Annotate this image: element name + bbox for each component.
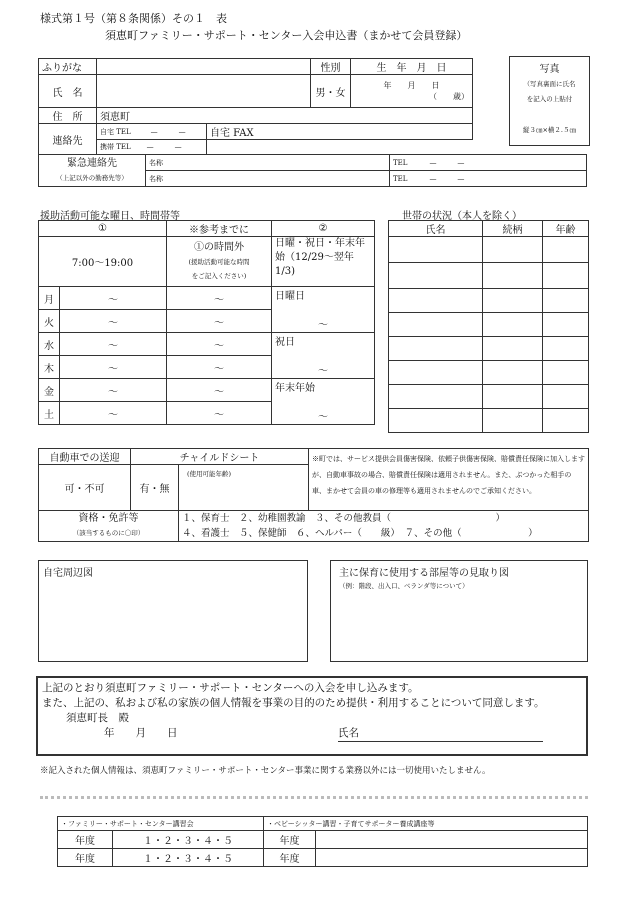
qualification-line2: ４、看護士 ５、保健師 ６、ヘルパー（ 級） ７、その他（ ） <box>182 528 538 539</box>
photo-note2: を記入の上貼付 <box>526 95 573 103</box>
mon-ref[interactable]: 〜 <box>167 287 272 310</box>
day-wed: 水 <box>39 333 60 356</box>
childseat-label: チャイルドシート <box>131 449 309 465</box>
emergency-tel-label: TEL <box>393 158 408 167</box>
car-options[interactable]: 可・不可 <box>39 465 131 511</box>
household-cell[interactable] <box>483 237 543 263</box>
separator <box>40 796 588 799</box>
qualification-options[interactable] <box>179 511 589 542</box>
address-label: 住 所 <box>39 108 97 124</box>
ref1: ①の時間外 <box>194 241 244 253</box>
household-cell[interactable] <box>389 289 483 313</box>
day-tue: 火 <box>39 310 60 333</box>
childseat-age[interactable]: (使用可能年齢) <box>179 465 309 511</box>
declaration-line1: 上記のとおり須恵町ファミリー・サポート・センターへの入会を申し込みます。 <box>42 682 419 694</box>
col2-header: ② <box>272 221 375 237</box>
household-name-header: 氏名 <box>389 221 483 237</box>
training-right-title: ・ベビーシッター講習・子育てサポーター養成講座等 <box>264 817 588 831</box>
address-field[interactable]: 須恵町 <box>97 108 473 124</box>
photo-note1: （写真裏面に氏名 <box>523 80 576 88</box>
household-cell[interactable] <box>483 263 543 289</box>
fri-ref[interactable]: 〜 <box>167 379 272 402</box>
emergency-name-2[interactable]: 名称 <box>146 171 390 187</box>
household-cell[interactable] <box>389 361 483 385</box>
household-cell[interactable] <box>543 237 589 263</box>
room-map-label: 主に保育に使用する部屋等の見取り図 <box>339 568 509 579</box>
room-map-box[interactable] <box>330 560 588 662</box>
qualification-line1: １、保育士 ２、幼稚園教諭 ３、その他教員（ ） <box>182 513 506 524</box>
sunday-cell[interactable] <box>272 287 375 333</box>
mayor: 須恵町長 殿 <box>66 712 129 724</box>
car-table <box>38 448 589 542</box>
wed-time[interactable]: 〜 <box>60 333 167 356</box>
national-holiday-cell[interactable] <box>272 333 375 379</box>
qualification-label: 資格・免許等 <box>78 513 139 524</box>
household-cell[interactable] <box>389 237 483 263</box>
privacy-note: ※記入された個人情報は、須恵町ファミリー・サポート・センター事業に関する業務以外には一切使用いたしません。 <box>40 766 491 776</box>
day-thu: 木 <box>39 356 60 379</box>
newyear-tilde: 〜 <box>318 412 328 423</box>
household-cell[interactable] <box>543 409 589 433</box>
training-year[interactable]: 年度 <box>58 831 113 849</box>
time-range: 7:00〜19:00 <box>39 237 167 287</box>
household-cell[interactable] <box>543 361 589 385</box>
training-year[interactable]: 年度 <box>264 831 316 849</box>
sat-time[interactable]: 〜 <box>60 402 167 425</box>
household-cell[interactable] <box>543 289 589 313</box>
home-fax-field[interactable]: 自宅 FAX <box>207 124 473 140</box>
room-map-sub: （例：階段、出入口、ベランダ等について） <box>339 582 469 590</box>
household-cell[interactable] <box>543 313 589 337</box>
birth-ymd: 年 月 日 <box>383 81 440 90</box>
sex-label: 性別 <box>311 59 351 75</box>
day-mon: 月 <box>39 287 60 310</box>
tue-ref[interactable]: 〜 <box>167 310 272 333</box>
home-tel-dash: — — <box>150 127 186 136</box>
childseat-options[interactable]: 有・無 <box>131 465 179 511</box>
furigana-field[interactable] <box>97 59 311 75</box>
newyear-cell[interactable] <box>272 379 375 425</box>
emergency-tel-1[interactable] <box>390 155 587 171</box>
availability-title: 援助活動可能な曜日、時間帯等 <box>40 211 180 222</box>
day-sat: 土 <box>39 402 60 425</box>
declaration-date[interactable]: 年 月 日 <box>104 727 178 739</box>
holiday-header: 日曜・祝日・年末年始（12/29〜翌年 1/3) <box>272 237 375 287</box>
household-cell[interactable] <box>389 409 483 433</box>
training-year[interactable]: 年度 <box>58 849 113 867</box>
national-tilde: 〜 <box>318 366 328 377</box>
applicant-table <box>38 58 473 155</box>
sat-ref[interactable]: 〜 <box>167 402 272 425</box>
emergency-label-cell <box>39 155 146 187</box>
training-numbers[interactable]: １・２・３・４・５ <box>113 849 264 867</box>
training-course[interactable] <box>316 849 588 867</box>
insurance-note: ※町では、サービス提供会員傷害保険、依頼子供傷害保険、賠償責任保険に加入しますが、自動車事故の場合、賠償責任保険は適用されません。また、ぶつかった相手の車、まかせて会員の車の修理等も適用されませんのでご承知ください。 <box>309 449 589 511</box>
thu-ref[interactable]: 〜 <box>167 356 272 379</box>
emergency-tel-2[interactable] <box>390 171 587 187</box>
name-label: 氏 名 <box>39 75 97 108</box>
day-fri: 金 <box>39 379 60 402</box>
thu-time[interactable]: 〜 <box>60 356 167 379</box>
household-cell[interactable] <box>389 263 483 289</box>
household-title: 世帯の状況（本人を除く） <box>402 211 522 222</box>
qualification-label-cell <box>39 511 179 542</box>
emergency-label: 緊急連絡先 <box>67 157 117 169</box>
household-cell[interactable] <box>483 409 543 433</box>
qualification-sub: （該当するものに〇印） <box>72 529 145 537</box>
age: （ 歳） <box>429 92 469 101</box>
training-numbers[interactable]: １・２・３・４・５ <box>113 831 264 849</box>
car-label: 自動車での送迎 <box>39 449 131 465</box>
ref3: をご記入ください) <box>191 271 247 280</box>
emergency-table <box>38 154 587 187</box>
ref-cell <box>167 237 272 287</box>
household-cell[interactable] <box>543 337 589 361</box>
birth-field[interactable] <box>351 75 473 108</box>
newyear-label: 年末年始 <box>275 383 315 394</box>
declaration-line2: また、上記の、私および私の家族の個人情報を事業の目的のため提供・利用することについて同意します。 <box>42 697 545 709</box>
household-cell[interactable] <box>389 313 483 337</box>
sunday-label: 日曜日 <box>275 291 305 302</box>
sunday-tilde: 〜 <box>318 320 328 331</box>
home-map-label: 自宅周辺図 <box>43 568 93 579</box>
household-relation-header: 続柄 <box>483 221 543 237</box>
home-tel-label: 自宅 TEL <box>100 127 131 136</box>
photo-title: 写真 <box>539 64 560 75</box>
photo-size: 縦３㎝×横２.５㎝ <box>522 126 576 134</box>
household-cell[interactable] <box>483 361 543 385</box>
declaration-box <box>36 676 588 756</box>
household-cell[interactable] <box>483 385 543 409</box>
home-map-box[interactable] <box>38 560 308 662</box>
furigana-label: ふりがな <box>39 59 97 75</box>
household-cell[interactable] <box>543 263 589 289</box>
col1-header: ① <box>39 221 167 237</box>
form-number: 様式第１号（第８条関係）その１ 表 <box>40 12 227 25</box>
ref2: (援助活動可能な時間 <box>188 257 250 266</box>
blank-cell <box>207 140 473 155</box>
form-title: 須恵町ファミリー・サポート・センター入会申込書（まかせて会員登録） <box>105 29 468 42</box>
emergency-name-1[interactable]: 名称 <box>146 155 390 171</box>
training-course[interactable] <box>316 831 588 849</box>
training-table <box>57 816 588 867</box>
col-ref-header: ※参考までに <box>167 221 272 237</box>
household-cell[interactable] <box>483 289 543 313</box>
availability-table <box>38 220 375 425</box>
household-cell[interactable] <box>543 385 589 409</box>
birth-label: 生 年 月 日 <box>351 59 473 75</box>
mon-time[interactable]: 〜 <box>60 287 167 310</box>
national-label: 祝日 <box>275 337 295 348</box>
mobile-tel-field[interactable] <box>97 140 207 155</box>
fri-time[interactable]: 〜 <box>60 379 167 402</box>
contact-label: 連絡先 <box>39 124 97 155</box>
home-tel-field[interactable] <box>97 124 207 140</box>
training-left-title: ・ファミリー・サポート・センター講習会 <box>58 817 264 831</box>
tue-time[interactable]: 〜 <box>60 310 167 333</box>
household-cell[interactable] <box>389 337 483 361</box>
signature-field[interactable]: 氏名 <box>338 726 543 742</box>
household-cell[interactable] <box>483 337 543 361</box>
household-cell[interactable] <box>483 313 543 337</box>
training-year[interactable]: 年度 <box>264 849 316 867</box>
name-field[interactable] <box>97 75 311 108</box>
emergency-tel-dash: — — <box>429 158 465 167</box>
household-cell[interactable] <box>389 385 483 409</box>
mobile-tel-dash: — — <box>146 143 182 151</box>
wed-ref[interactable]: 〜 <box>167 333 272 356</box>
emergency-tel-label: TEL <box>393 174 408 183</box>
emergency-sub: （上記以外の勤務先等） <box>56 173 128 182</box>
household-table <box>388 220 589 433</box>
emergency-tel-dash: — — <box>429 174 465 183</box>
photo-box <box>509 56 590 146</box>
mobile-tel-label: 携帯 TEL <box>100 143 131 151</box>
sex-options[interactable]: 男・女 <box>311 75 351 108</box>
household-age-header: 年齢 <box>543 221 589 237</box>
